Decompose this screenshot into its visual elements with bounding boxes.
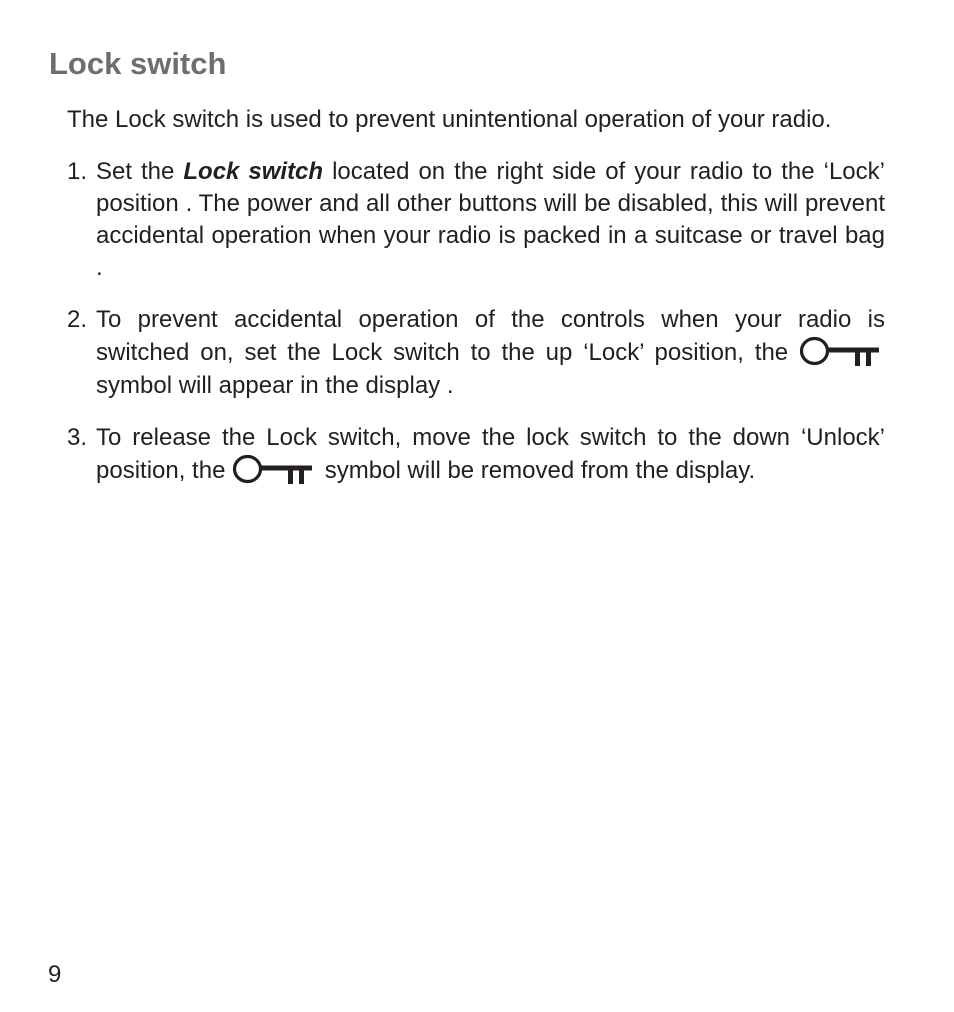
section-title: Lock switch [49,46,227,81]
step-text [96,424,885,484]
step-text-part: To release the Lock switch, move the lock switch to the down ‘Unlock’ position, the [96,424,885,484]
steps-list [67,156,885,488]
lock-switch-emphasis: Lock switch [183,158,324,185]
page-number: 9 [48,961,62,988]
list-item [67,422,885,488]
step-number: 3. [67,424,88,451]
key-icon [799,336,881,366]
step-number: 2. [67,306,88,333]
step-text-part: located on the right side of your radio to the ‘Lock’ position . The power and all other buttons will be disabled, this will prevent accidental operation when your radio is packed in a suitcase or travel bag . [96,158,885,281]
list-item [67,304,885,402]
key-icon [232,454,314,484]
step-text-part: symbol will appear in the display . [96,372,454,399]
step-text-part: To prevent accidental operation of the controls when your radio is switched on, set the Lock switch to the up ‘Lock’ position, the [96,306,885,366]
step-number: 1. [67,158,88,185]
step-text [96,306,885,399]
main-content [67,104,885,508]
step-text-part: Set the [96,158,184,185]
intro-paragraph: The Lock switch is used to prevent unintentional operation of your radio. [67,106,832,133]
step-text [96,158,885,281]
list-item [67,156,885,284]
step-text-part: symbol will be removed from the display. [318,457,756,484]
